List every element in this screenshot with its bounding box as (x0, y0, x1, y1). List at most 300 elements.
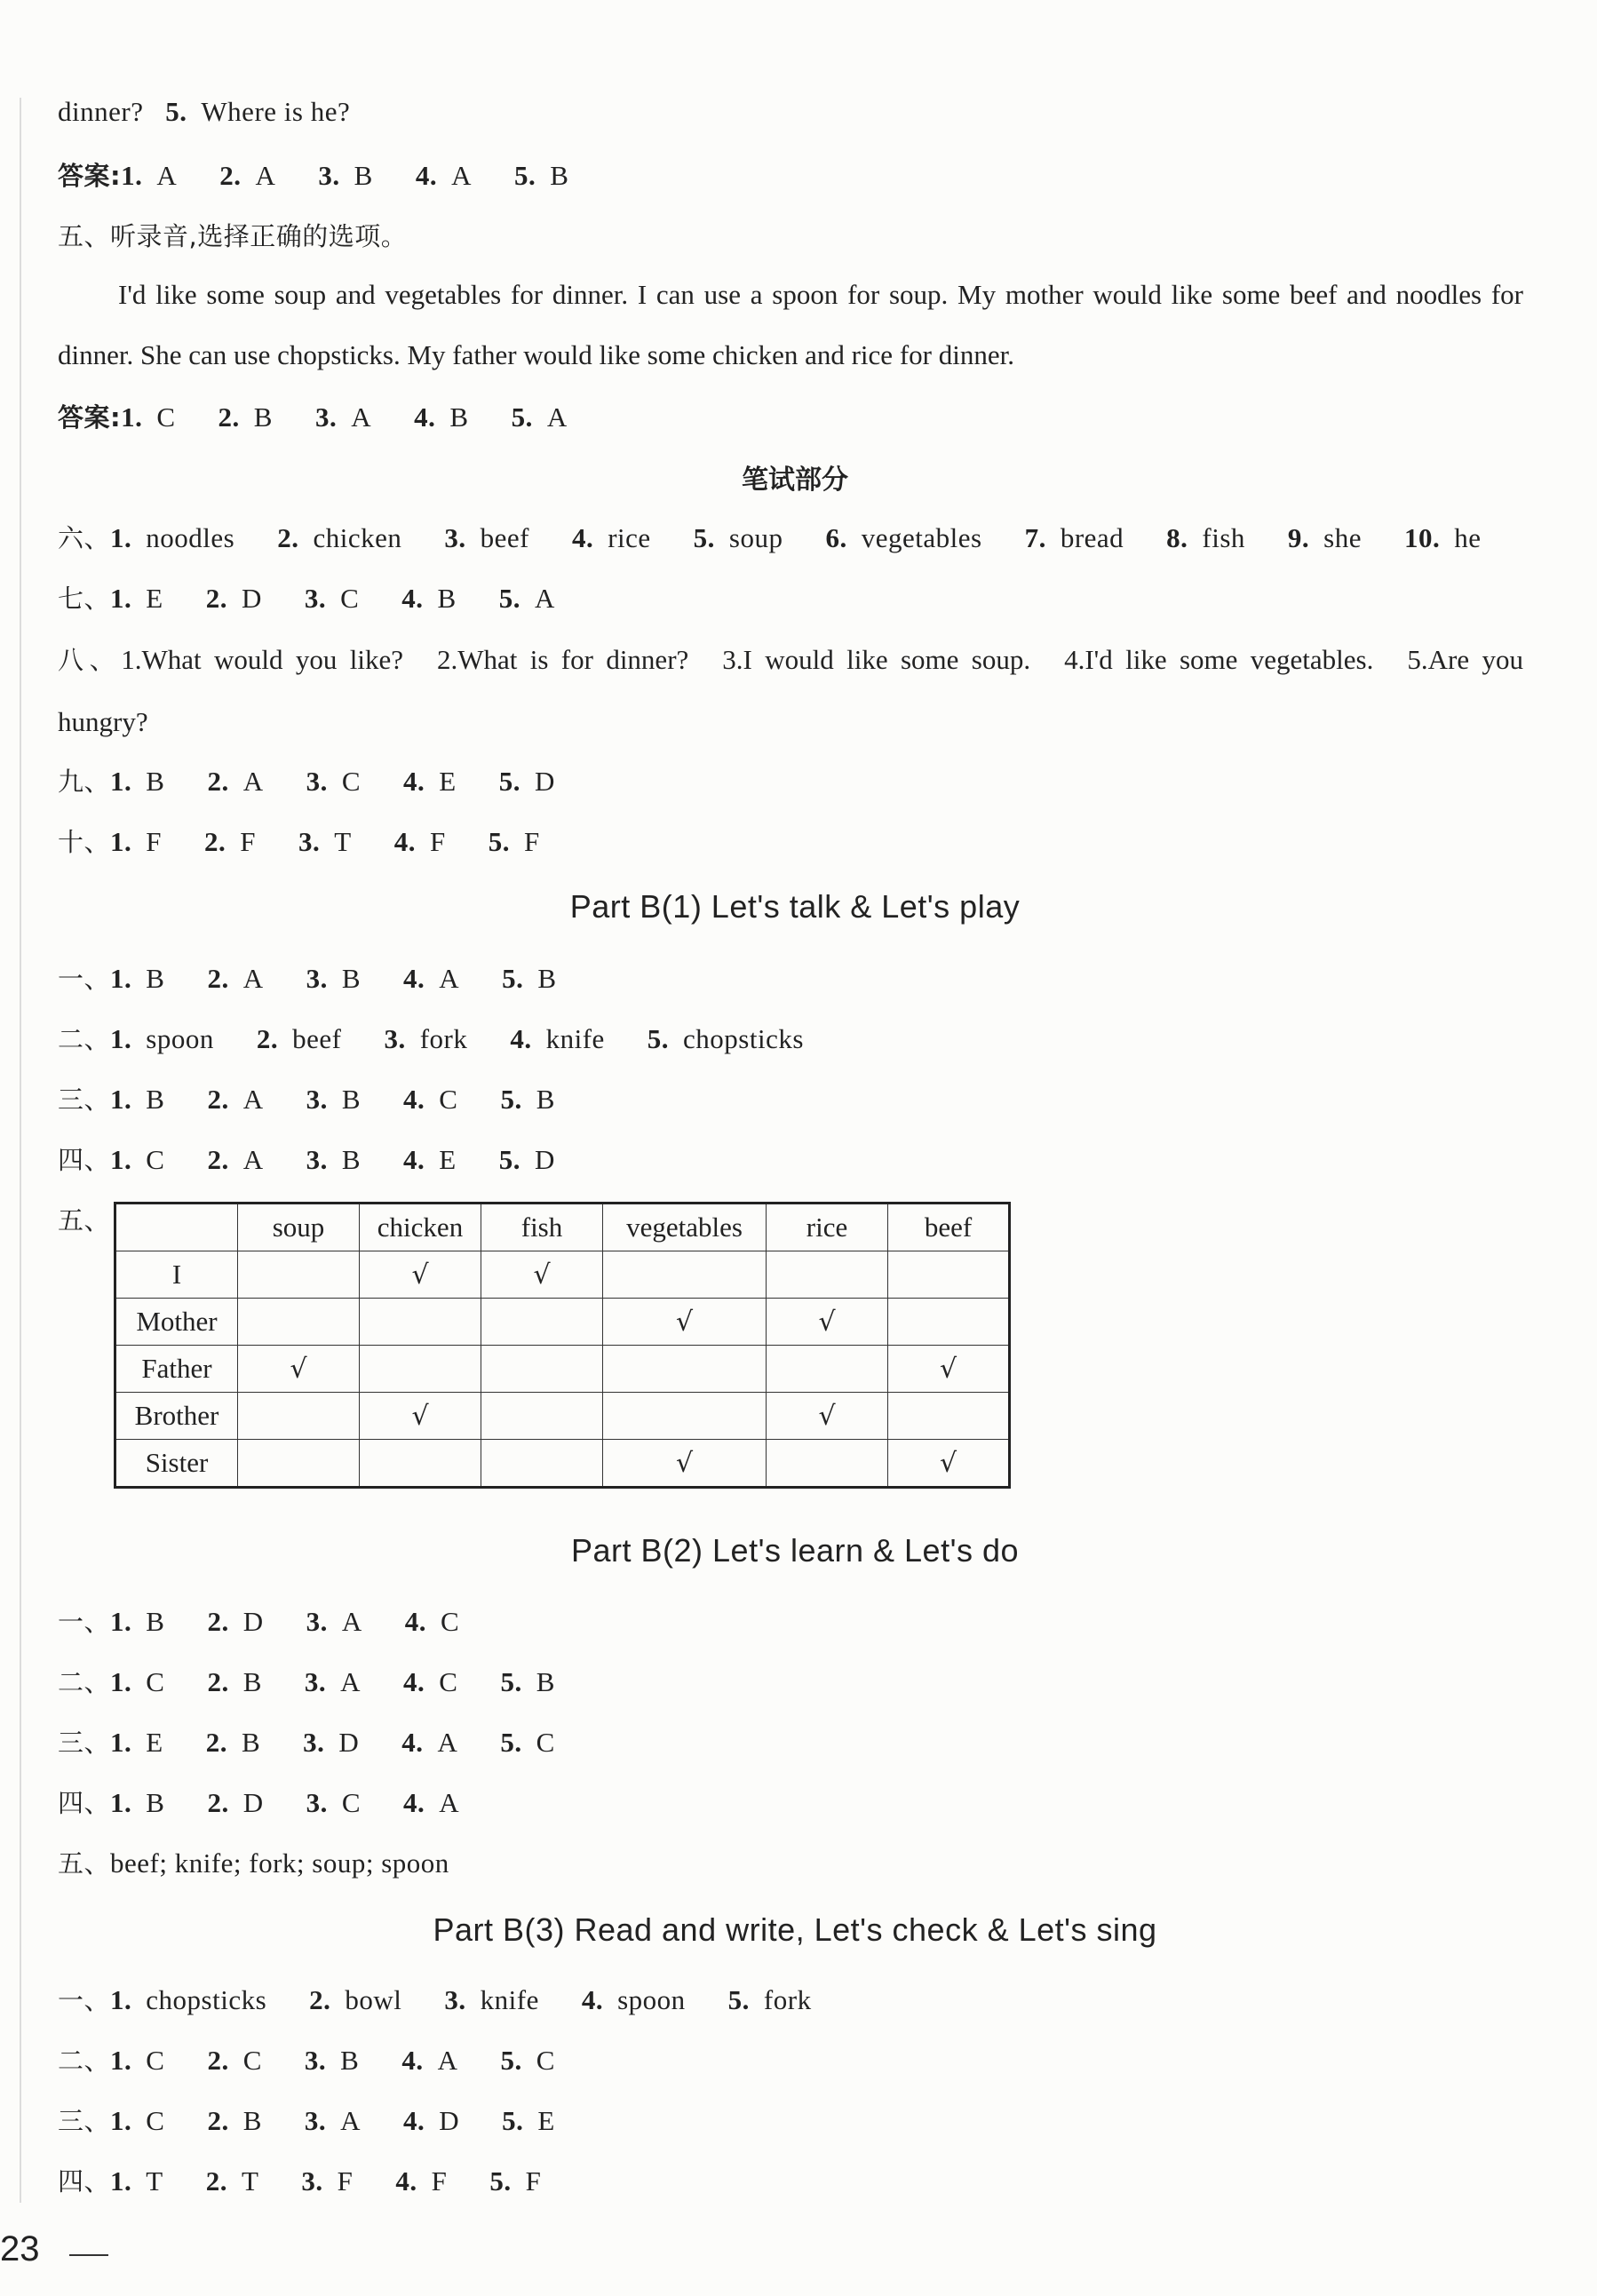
answer-item (499, 766, 555, 798)
answer-value: E (439, 1144, 457, 1175)
empty-cell (360, 1299, 481, 1346)
answer-number: 3. (304, 1666, 327, 1697)
answer-item (500, 2045, 554, 2077)
answer-number: 3. (304, 2105, 327, 2136)
answer-value: F (523, 826, 540, 857)
answer-value: E (146, 1727, 163, 1758)
answer-value: B (536, 1666, 555, 1697)
answer-value: A (242, 1084, 264, 1115)
table-row (115, 1251, 1010, 1299)
answer-item (110, 1727, 163, 1759)
partB1-q2: 二、1. spoon 2. beef 3. fork 4. knife 5. chopsticks (58, 1023, 804, 1054)
answer-value: E (439, 766, 457, 797)
answer-item (1025, 522, 1124, 554)
answer-item (722, 644, 1030, 675)
table-header-cell: vegetables (603, 1204, 767, 1251)
answer-number: 1. (121, 160, 143, 191)
answer-item (207, 2045, 261, 2077)
answer-number: 5. (1407, 644, 1428, 675)
check-mark-icon: √ (290, 1354, 307, 1385)
answer-item (110, 826, 162, 858)
answer-value: B (341, 963, 362, 994)
answer-number: 2. (204, 826, 226, 857)
answer-value: B (146, 1084, 165, 1115)
answer-number: 3. (722, 644, 743, 675)
row-person: I (115, 1251, 238, 1299)
answer-item (648, 1023, 804, 1055)
answer-item (110, 963, 164, 995)
answer-item (1166, 522, 1245, 554)
q7-answers: 七、1. E 2. D 3. C 4. B 5. A (58, 583, 555, 614)
answer-value: F (431, 2165, 448, 2197)
answer-value: B (242, 1666, 262, 1697)
answer-item (121, 644, 403, 675)
answer-value: I would like some soup. (743, 644, 1031, 675)
answer-value: vegetables (861, 522, 982, 553)
empty-cell (238, 1393, 360, 1440)
answer-item (489, 2165, 541, 2197)
answer-number: 5. (498, 583, 520, 614)
answer-number: 1. (110, 583, 132, 614)
partB2-title: Part B(2) Let's learn & Let's do (571, 1532, 1019, 1569)
answer-value: C (156, 401, 176, 433)
answer-value: beef (292, 1023, 342, 1054)
margin-rule (20, 98, 21, 2203)
answer-number: 4. (401, 2045, 424, 2076)
answers-sec4: 答案:1. A 2. A 3. B 4. A 5. B (58, 160, 569, 191)
answer-number: 2. (207, 1606, 229, 1637)
answer-number: 1. (110, 826, 132, 857)
answer-value: B (341, 1084, 362, 1115)
answer-value: D (242, 1787, 264, 1818)
answer-item (110, 1144, 164, 1176)
answer-number: 5. (498, 766, 520, 797)
empty-cell (481, 1299, 603, 1346)
answer-number: 5. (489, 2165, 512, 2197)
answer-number: 2. (207, 1666, 229, 1697)
answer-value: beef (480, 522, 529, 553)
q10-answers: 十、1. F 2. F 3. T 4. F 5. F (58, 826, 540, 857)
answer-number: 5. (693, 522, 715, 553)
answer-number: 1. (110, 1084, 132, 1115)
check-mark-icon: √ (818, 1401, 836, 1432)
answer-value: chicken (313, 522, 402, 553)
partB3-q4: 四、1. T 2. T 3. F 4. F 5. F (58, 2165, 542, 2197)
answer-number: 3. (304, 2045, 327, 2076)
answer-number: 4. (393, 826, 416, 857)
answer-value: B (437, 583, 457, 614)
empty-cell (481, 1393, 603, 1440)
answer-value: B (241, 1727, 261, 1758)
answer-item (110, 583, 163, 615)
partB3-q2: 二、1. C 2. C 3. B 4. A 5. C (58, 2045, 555, 2076)
answer-item (207, 963, 263, 995)
answer-item (277, 522, 401, 554)
answer-value: noodles (146, 522, 235, 553)
answer-item (403, 2105, 459, 2137)
table-header-cell: beef (888, 1204, 1010, 1251)
answer-number: 1. (110, 1666, 132, 1697)
answer-value: C (146, 1144, 165, 1175)
answer-value: bowl (345, 1984, 402, 2015)
answer-number: 2. (309, 1984, 331, 2015)
answer-number: 2. (207, 1144, 229, 1175)
check-cell (360, 1393, 481, 1440)
answer-number: 1. (110, 1984, 132, 2015)
answer-item (207, 1606, 263, 1638)
partB1-q4: 四、1. C 2. A 3. B 4. E 5. D (58, 1144, 555, 1175)
answer-value: C (536, 1727, 555, 1758)
answer-item (403, 1666, 457, 1698)
answer-number: 4. (403, 766, 425, 797)
answer-item (121, 160, 177, 192)
answer-item (306, 1084, 361, 1116)
answer-item (110, 2045, 164, 2077)
answer-item (301, 2165, 353, 2197)
answer-number: 2. (207, 2045, 229, 2076)
table-row (115, 1393, 1010, 1440)
answer-item (303, 1727, 359, 1759)
answer-number: 1. (110, 2105, 132, 2136)
table-row (115, 1346, 1010, 1393)
answer-value: B (537, 963, 557, 994)
answer-value: What is for dinner? (457, 644, 689, 675)
answer-item (207, 1084, 263, 1116)
answer-item (405, 1606, 459, 1638)
answer-number: 2. (205, 583, 227, 614)
answer-number: 1. (121, 401, 143, 433)
partB3-q3: 三、1. C 2. B 3. A 4. D 5. E (58, 2105, 555, 2136)
answer-item (384, 1023, 467, 1055)
answer-number: 1. (110, 1023, 132, 1054)
answer-number: 1. (121, 644, 142, 675)
answer-number: 2. (207, 963, 229, 994)
answer-value: A (451, 160, 472, 191)
answer-number: 4. (403, 1787, 425, 1818)
check-mark-icon: √ (675, 1448, 694, 1479)
row-person: Father (115, 1346, 238, 1393)
answer-item (309, 1984, 401, 2016)
page-number-dash (69, 2254, 108, 2256)
answer-value: chopsticks (146, 1984, 267, 2015)
check-cell (603, 1440, 767, 1488)
answer-value: C (341, 766, 362, 797)
answer-number: 5. (511, 401, 533, 433)
answer-item (306, 766, 361, 798)
answer-item (219, 160, 275, 192)
answer-item (257, 1023, 342, 1055)
answer-value: C (146, 2105, 165, 2136)
answer-number: 4. (415, 160, 438, 191)
answer-number: 5. (647, 1023, 670, 1054)
check-mark-icon: √ (818, 1307, 836, 1338)
answer-item (318, 160, 372, 192)
answer-item (1064, 644, 1373, 675)
answer-value: she (1323, 522, 1362, 553)
answer-number: 1. (110, 766, 132, 797)
answer-value: C (341, 1787, 362, 1818)
answer-number: 3. (303, 1727, 325, 1758)
answer-number: 5. (502, 2105, 524, 2136)
answer-number: 4. (1064, 644, 1085, 675)
answer-item (499, 583, 555, 615)
empty-cell (360, 1440, 481, 1488)
empty-cell (603, 1251, 767, 1299)
answer-item (110, 1606, 164, 1638)
answer-number: 3. (306, 1084, 328, 1115)
answer-number: 2. (207, 2105, 229, 2136)
answer-number: 5. (500, 1666, 522, 1697)
answer-value: he (1454, 522, 1482, 553)
answer-value: knife (480, 1984, 539, 2015)
answer-number: 4. (395, 2165, 417, 2197)
row-person: Mother (115, 1299, 238, 1346)
answer-item (403, 1144, 457, 1176)
check-mark-icon: √ (411, 1401, 429, 1432)
answer-item (110, 1023, 214, 1055)
answer-number: 4. (414, 401, 436, 433)
answer-number: 5. (513, 160, 536, 191)
food-preference-table (114, 1202, 1011, 1489)
answer-item (305, 1666, 361, 1698)
answer-item (110, 2165, 163, 2197)
check-cell (888, 1346, 1010, 1393)
answer-value: C (439, 1666, 458, 1697)
answer-item (444, 522, 529, 554)
answer-item (207, 766, 263, 798)
answer-value: B (146, 963, 165, 994)
answer-number: 4. (401, 583, 424, 614)
answer-value: D (534, 766, 555, 797)
top-tail-line: dinner? 5. Where is he? (58, 96, 351, 127)
sec5-heading: 五、听录音,选择正确的选项。 (58, 221, 408, 251)
empty-cell (767, 1251, 888, 1299)
answer-item (110, 1984, 266, 2016)
answer-value: B (340, 2045, 360, 2076)
answer-value: D (241, 583, 262, 614)
answer-value: C (536, 2045, 555, 2076)
answer-value: A (156, 160, 178, 191)
answer-number: 5. (500, 1727, 522, 1758)
answer-number: 7. (1024, 522, 1046, 553)
answer-value: C (146, 2045, 165, 2076)
answer-number: 5. (498, 1144, 520, 1175)
answer-item (305, 2045, 359, 2077)
answer-number: 1. (110, 2045, 132, 2076)
answer-item (502, 2105, 555, 2137)
answer-number: 2. (256, 1023, 279, 1054)
check-cell (238, 1346, 360, 1393)
answer-number: 2. (219, 160, 242, 191)
answer-item (1404, 522, 1482, 554)
empty-cell (603, 1346, 767, 1393)
answer-number: 4. (403, 963, 425, 994)
answer-value: B (146, 766, 165, 797)
table-header-cell: chicken (360, 1204, 481, 1251)
check-cell (888, 1440, 1010, 1488)
written-part-title: 笔试部分 (742, 465, 848, 496)
answer-value: E (537, 2105, 555, 2136)
answer-item (110, 1084, 164, 1116)
answer-item (500, 1727, 554, 1759)
answer-number: 4. (510, 1023, 532, 1054)
answer-value: A (439, 963, 460, 994)
answer-value: A (242, 766, 264, 797)
partB1-title: Part B(1) Let's talk & Let's play (569, 888, 1021, 925)
check-mark-icon: √ (533, 1259, 551, 1291)
answer-value: A (340, 1666, 362, 1697)
answer-value: A (242, 1144, 264, 1175)
answer-value: F (525, 2165, 542, 2197)
answer-value: spoon (617, 1984, 686, 2015)
answer-number: 10. (1403, 522, 1441, 553)
answer-number: 3. (298, 826, 321, 857)
answer-value: E (146, 583, 163, 614)
answer-number: 2. (205, 1727, 227, 1758)
answer-item (110, 1666, 164, 1698)
check-cell (481, 1251, 603, 1299)
answer-item (305, 583, 359, 615)
answer-value: knife (545, 1023, 605, 1054)
check-mark-icon: √ (939, 1354, 957, 1385)
answer-item (206, 583, 262, 615)
answer-number: 1. (110, 1606, 132, 1637)
answer-number: 5. (502, 963, 524, 994)
answer-item (437, 644, 688, 675)
empty-cell (888, 1251, 1010, 1299)
answer-value: B (536, 1084, 555, 1115)
answer-value: fish (1202, 522, 1245, 553)
answer-value: soup (728, 522, 783, 553)
answer-number: 1. (110, 2165, 132, 2197)
answers-sec5: 答案:1. C 2. B 3. A 4. B 5. A (58, 401, 568, 433)
answer-item (207, 1666, 261, 1698)
answer-value: A (341, 1606, 362, 1637)
answer-number: 3. (306, 1144, 328, 1175)
answer-item (582, 1984, 686, 2016)
answer-number: 9. (1287, 522, 1310, 553)
partB2-q3: 三、1. E 2. B 3. D 4. A 5. C (58, 1727, 555, 1758)
answer-value: A (439, 1787, 460, 1818)
answer-item (403, 766, 457, 798)
answer-value: C (242, 2045, 262, 2076)
answer-value: T (334, 826, 352, 857)
answer-item (572, 522, 651, 554)
empty-cell (888, 1299, 1010, 1346)
answer-value: D (439, 2105, 460, 2136)
answer-item (305, 2105, 361, 2137)
answer-number: 1. (110, 963, 132, 994)
answer-value: B (146, 1606, 165, 1637)
answer-value: A (437, 1727, 458, 1758)
answer-item (728, 1984, 812, 2016)
answer-item (403, 1787, 459, 1819)
answer-value: chopsticks (683, 1023, 804, 1054)
answer-item (512, 401, 568, 433)
answer-item (110, 522, 234, 554)
answer-value: fork (763, 1984, 812, 2015)
answer-number: 2. (218, 401, 240, 433)
answer-value: A (255, 160, 276, 191)
answer-value: B (341, 1144, 362, 1175)
answer-item (110, 766, 164, 798)
check-cell (360, 1251, 481, 1299)
answer-item (306, 963, 361, 995)
answer-number: 2. (205, 2165, 227, 2197)
answer-number: 3. (306, 1606, 328, 1637)
answer-item (306, 1787, 361, 1819)
empty-cell (888, 1393, 1010, 1440)
partB2-q1: 一、1. B 2. D 3. A 4. C (58, 1606, 460, 1637)
answer-item (206, 1727, 260, 1759)
answer-number: 4. (403, 1666, 425, 1697)
answer-number: 4. (404, 1606, 426, 1637)
answer-value: F (146, 826, 163, 857)
answer-number: 1. (110, 1787, 132, 1818)
answer-value: B (449, 401, 469, 433)
answer-value: B (354, 160, 373, 191)
answer-value: A (340, 2105, 362, 2136)
empty-cell (238, 1251, 360, 1299)
answer-number: 1. (110, 1727, 132, 1758)
row-person: Brother (115, 1393, 238, 1440)
answer-item (306, 1606, 362, 1638)
answer-number: 4. (403, 2105, 425, 2136)
answer-number: 2. (437, 644, 458, 675)
table-header-cell (115, 1204, 238, 1251)
q6-answers: 六、1. noodles 2. chicken 3. beef 4. rice 5. soup 6. vegetables 7. bread 8. fish 9. she 10. he (58, 522, 1482, 553)
answer-value: bread (1060, 522, 1124, 553)
answer-item (825, 522, 981, 554)
answer-number: 4. (401, 1727, 424, 1758)
answer-item (207, 1144, 263, 1176)
answer-number: 2. (207, 1084, 229, 1115)
answer-item (207, 1787, 263, 1819)
answer-number: 3. (304, 583, 327, 614)
answer-number: 4. (403, 1144, 425, 1175)
empty-cell (238, 1299, 360, 1346)
answer-number: 4. (571, 522, 594, 553)
table-header-cell: rice (767, 1204, 888, 1251)
answer-item (502, 963, 556, 995)
answer-item (204, 826, 256, 858)
check-mark-icon: √ (411, 1259, 429, 1291)
answer-item (510, 1023, 604, 1055)
answer-value: A (351, 401, 372, 433)
check-cell (767, 1299, 888, 1346)
answer-value: A (546, 401, 568, 433)
answer-number: 3. (306, 963, 328, 994)
partB2-q5: 五、beef; knife; fork; soup; spoon (58, 1847, 449, 1879)
answer-value: I'd like some vegetables. (1085, 644, 1374, 675)
table-header-cell: soup (238, 1204, 360, 1251)
answer-number: 3. (306, 1787, 328, 1818)
answer-item (207, 2105, 261, 2137)
answer-number: 3. (444, 522, 466, 553)
partB1-q1: 一、1. B 2. A 3. B 4. A 5. B (58, 963, 557, 994)
answer-value: B (146, 1787, 165, 1818)
answer-value: What would you like? (141, 644, 403, 675)
answer-value: A (242, 963, 264, 994)
empty-cell (767, 1346, 888, 1393)
answer-value: C (440, 1606, 460, 1637)
answer-value: F (240, 826, 257, 857)
answer-number: 1. (110, 522, 132, 553)
answer-number: 8. (1166, 522, 1188, 553)
answer-number: 3. (318, 160, 340, 191)
answer-number: 3. (384, 1023, 406, 1054)
answer-value: T (241, 2165, 259, 2197)
